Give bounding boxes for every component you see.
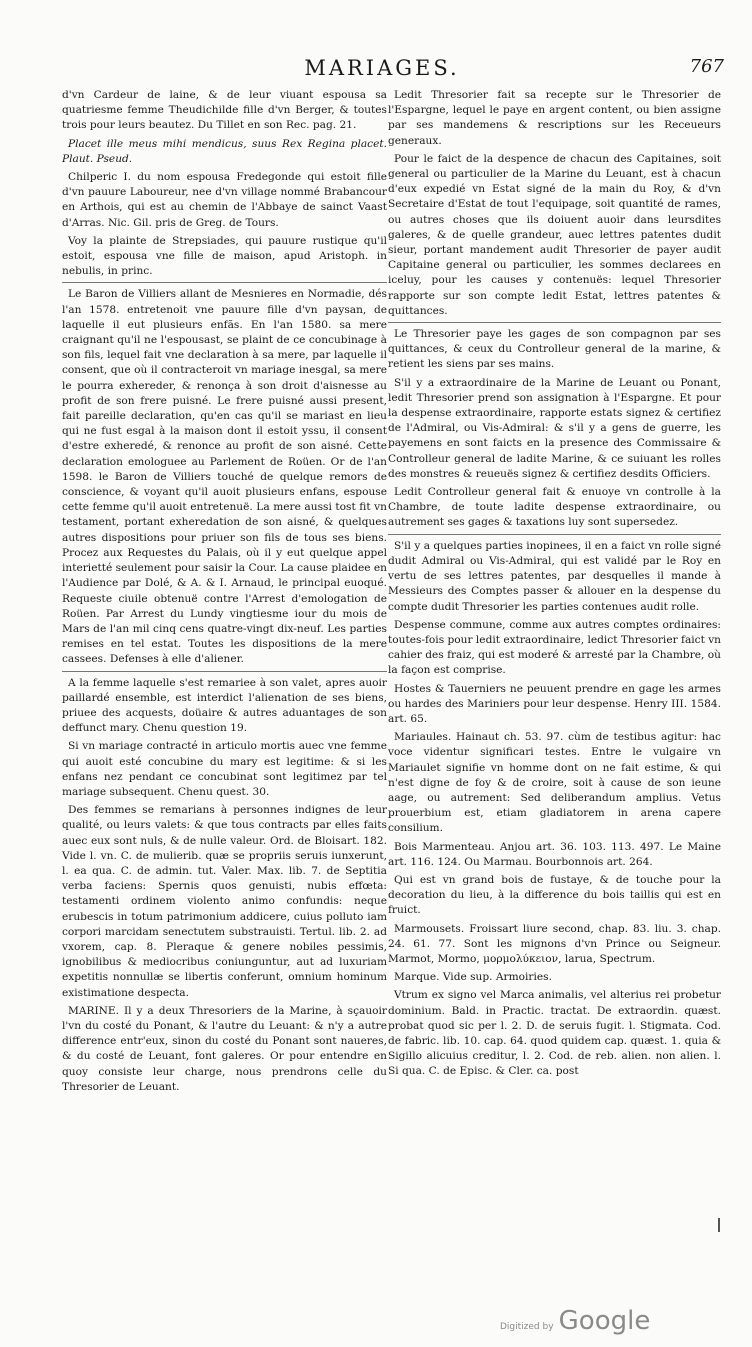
paragraph: Despense commune, comme aux autres comptes ordinaires: toutes-fois pour ledit extraordinaire, ledict Thresorier faict vn cahier des fraiz, qui est moderé & arresté par la Chambre, où la façon est comprise. — [388, 618, 722, 677]
paragraph: Pour le faict de la despence de chacun des Capitaines, soit general ou particulier de la Marine du Leuant, est à chacun d'eux expedié vn Estat signé de la main du Roy, & d'vn Secretaire d'Estat de tout l'equipage, soit quantité de rames, ou autres choses que ils doiuent auoir dans leursdites galeres, & de quelle grandeur, auec lettres patentes dudit sieur, portant mandement audit Thresorier de payer audit Capitaine general ou particulier, les sommes declarees en iceluy, pour les causes y contenuës: lequel Thresorier rapporte sur son compte ledit Estat, lettres patentes & quittances. — [388, 152, 721, 317]
paragraph: Voy la plainte de Strepsiades, qui pauure rustique qu'il estoit, espousa vne fille de maison, apud Aristoph. in nebulis, in princ. — [62, 234, 387, 278]
paragraph: Qui est vn grand bois de fustaye, & de touche pour la decoration du lieu, à la difference du bois taillis qui est en fruict. — [388, 873, 721, 917]
paragraph: Hostes & Tauerniers ne peuuent prendre en gage les armes ou hardes des Mariniers pour leur despense. Henry III. 1584. art. 65. — [388, 682, 721, 725]
section-divider — [62, 671, 387, 672]
paragraph: Ledit Controlleur general fait & enuoye vn controlle à la Chambre, de toute ladite despense extraordinaire, ou autrement ses gages & taxations luy sont supersedez. — [388, 486, 721, 529]
section-divider — [388, 322, 721, 323]
paragraph: Des femmes se remarians à personnes indignes de leur qualité, ou leurs valets: & que tous contracts par elles faits auec eux sont nuls, & de nulle valeur. Ord. de Bloisart. 182. Vide l. vn. C. de mulierib. quæ se propriis seruis iunxerunt, l. ea qua. C. de admin. tut. Valer. Max. lib. 7. de Septitia verba faciens: Spernis quos genuisti, nubis effœta: testamenti ordinem violento animo confundis: neque erubescis in totum patrimonium addicere, cuius polluto iam corpori marcidam senectutem substrauisti. Tertul. lib. 2. ad vxorem, cap. 8. Pleraque & genere nobiles pessimis, ignobilibus & mediocribus coniunguntur, aut ad luxuriam expetitis nonnullæ se libertis conferunt, omnium hominum existimatione despecta. — [62, 804, 387, 999]
paragraph: MARINE. Il y a deux Thresoriers de la Marine, à sçauoir l'vn du costé du Ponant, & l'autre du Leuant: & n'y a autre difference entr'eux, sinon du costé du Ponant sont naueres, & du costé de Leuant, font galeres. Or pour entendre en quoy consiste leur charge, nous prendrons celle du Thresorier de Leuant. — [62, 1004, 387, 1093]
paragraph: S'il y a quelques parties inopinees, il en a faict vn rolle signé dudit Admiral ou Vis-Admiral, qui est validé par le Roy en vertu de ses lettres patentes, par desquelles il mande à Messieurs des Comptes passer & allouer en la despense du compte dudit Thresorier les parties contenues audit rolle. — [388, 539, 721, 613]
paragraph: Le Thresorier paye les gages de son compagnon par ses quittances, & ceux du Controlleur general de la marine, & retient les siens par ses mains. — [388, 328, 721, 371]
digitized-by-watermark — [500, 1306, 650, 1336]
paragraph: Le Baron de Villiers allant de Mesnieres en Normadie, dés l'an 1578. entretenoit vne pauure fille d'vn paysan, de laquelle il eut plusieurs enfãs. En l'an 1580. sa mere craignant qu'il ne l'espousast, se plaint de ce concubinage à son fils, lequel fait vne declaration à sa mere, par laquelle il consent, que où il contracteroit vn mariage inesgal, sa mere le pourra exhereder, & renonça à son droit d'aisnesse au profit de son frere puisné. Le frere puisné aussi present, fait pareille declaration, qu'en cas qu'il se mariast en lieu qui ne fust esgal à la maison dont il estoit yssu, il consent d'estre exheredé, & renonce au profit de son aisné. Cette declaration emologuee au Parlement de Roüen. Or de l'an 1598. le Baron de Villiers touché de quelque remors de conscience, & voyant qu'il auoit plusieurs enfans, espouse cette femme qu'il auoit entretenuë. La mere aussi tost fit vn testament, portant exheredation de son aisné, & quelques autres dispositions pour priuer son fils de tous ses biens. Procez aux Requestes du Palais, où il y eut quelque appel interietté seulement pour saisir la Cour. La cause plaidee en l'Audience par Dolé, & A. & I. Arnaud, le principal euoqué. Requeste ciuile obtenuë contre l'Arrest d'emologation de Roüen. Par Arrest du Lundy vingtiesme iour du mois de Mars de l'an mil cinq cens quatre-vingt dix-neuf. Les parties remises en tel estat. Toutes les dispositions de la mere cassees. Defenses à elle d'aliener. — [62, 288, 387, 666]
google-logo: Google — [558, 1306, 651, 1336]
paragraph: Chilperic I. du nom espousa Fredegonde qui estoit fille d'vn pauure Laboureur, nee d'vn village nommé Brabancour en Arthois, qui est au chemin de l'Abbaye de sainct Vaast d'Arras. Nic. Gil. pris de Greg. de Tours. — [62, 171, 387, 229]
section-divider — [62, 282, 387, 283]
paragraph: S'il y a extraordinaire de la Marine de Leuant ou Ponant, ledit Thresorier prend son assignation à l'Espargne. Et pour la despense extraordinaire, rapporte estats signez & certifiez de l'Admiral, ou Vis-Admiral: & s'il y a gens de guerre, les payemens en sont faicts en la presence des Commissaire & Controlleur general de ladite Marine, & ce suiuant les rolles des monstres & reueuës signez & certifiez desdits Officiers. — [388, 376, 721, 480]
digitized-by-text: Digitized by — [500, 1322, 554, 1332]
paragraph: d'vn Cardeur de laine, & de leur viuant espousa sa quatriesme femme Theudichilde fille d'vn Berger, & toutes trois pour leurs beautez. Du Tillet en son Rec. pag. 21. — [62, 89, 387, 132]
margin-mark — [718, 1218, 720, 1232]
paragraph: Placet ille meus mihi mendicus, suus Rex Regina placet. Plaut. Pseud. — [62, 137, 387, 165]
running-head: MARIAGES. — [304, 56, 460, 80]
paragraph: Marque. Vide sup. Armoiries. — [394, 971, 552, 984]
paragraph: A la femme laquelle s'est remariee à son valet, apres auoir paillardé ensemble, est interdict l'alienation de ses biens, priuee des acquests, doüaire & autres aduantages de son deffunct mary. Chenu question 19. — [62, 676, 387, 735]
paragraph: Marmousets. Froissart liure second, chap. 83. liu. 3. chap. 24. 61. 77. Sont les mignons d'vn Prince ou Seigneur. Marmot, Mormo, μορμολύκειον, larua, Spectrum. — [388, 922, 721, 965]
paragraph: Vtrum ex signo vel Marca animalis, vel alterius rei probetur dominium. Bald. in Practic. tractat. De extraordin. quæst. probat quod sic per l. 2. D. de seruis fugit. l. Stigmata. Cod. de fabric. lib. 10. cap. 64. quod quidem cap. quæst. 1. quia & Sigillo alicuius creditur, l. 2. Cod. de reb. alien. non alien. l. Si qua. C. de Episc. & Cler. ca. post — [388, 989, 721, 1078]
right-column — [388, 88, 721, 1083]
left-column — [62, 88, 387, 1098]
section-divider — [388, 534, 721, 535]
paragraph: Ledit Thresorier fait sa recepte sur le Thresorier de l'Espargne, lequel le paye en argent content, ou bien assigne par ses mandemens & rescriptions sur les Receueurs generaux. — [388, 89, 721, 147]
page-header — [40, 56, 724, 86]
paragraph: Bois Marmenteau. Anjou art. 36. 103. 113. 497. Le Maine art. 116. 124. Ou Marmau. Bourbonnois art. 264. — [388, 840, 721, 868]
paragraph: Mariaules. Hainaut ch. 53. 97. cùm de testibus agitur: hac voce videntur significari testes. Entre le vulgaire vn Mariaulet signifie vn homme dont on ne fait estime, & qui n'est digne de foy & de croire, soit à cause de son ieune aage, ou autrement: Sed deliberandum amplius. Vetus prouerbium est, etiam gladiatorem in arena capere consilium. — [388, 731, 721, 835]
paragraph: Si vn mariage contracté in articulo mortis auec vne femme qui auoit esté concubine du mary est legitime: & si les enfans nez pendant ce concubinat sont legitimez par tel mariage subsequent. Chenu quest. 30. — [62, 740, 387, 798]
page-number: 767 — [689, 56, 724, 77]
